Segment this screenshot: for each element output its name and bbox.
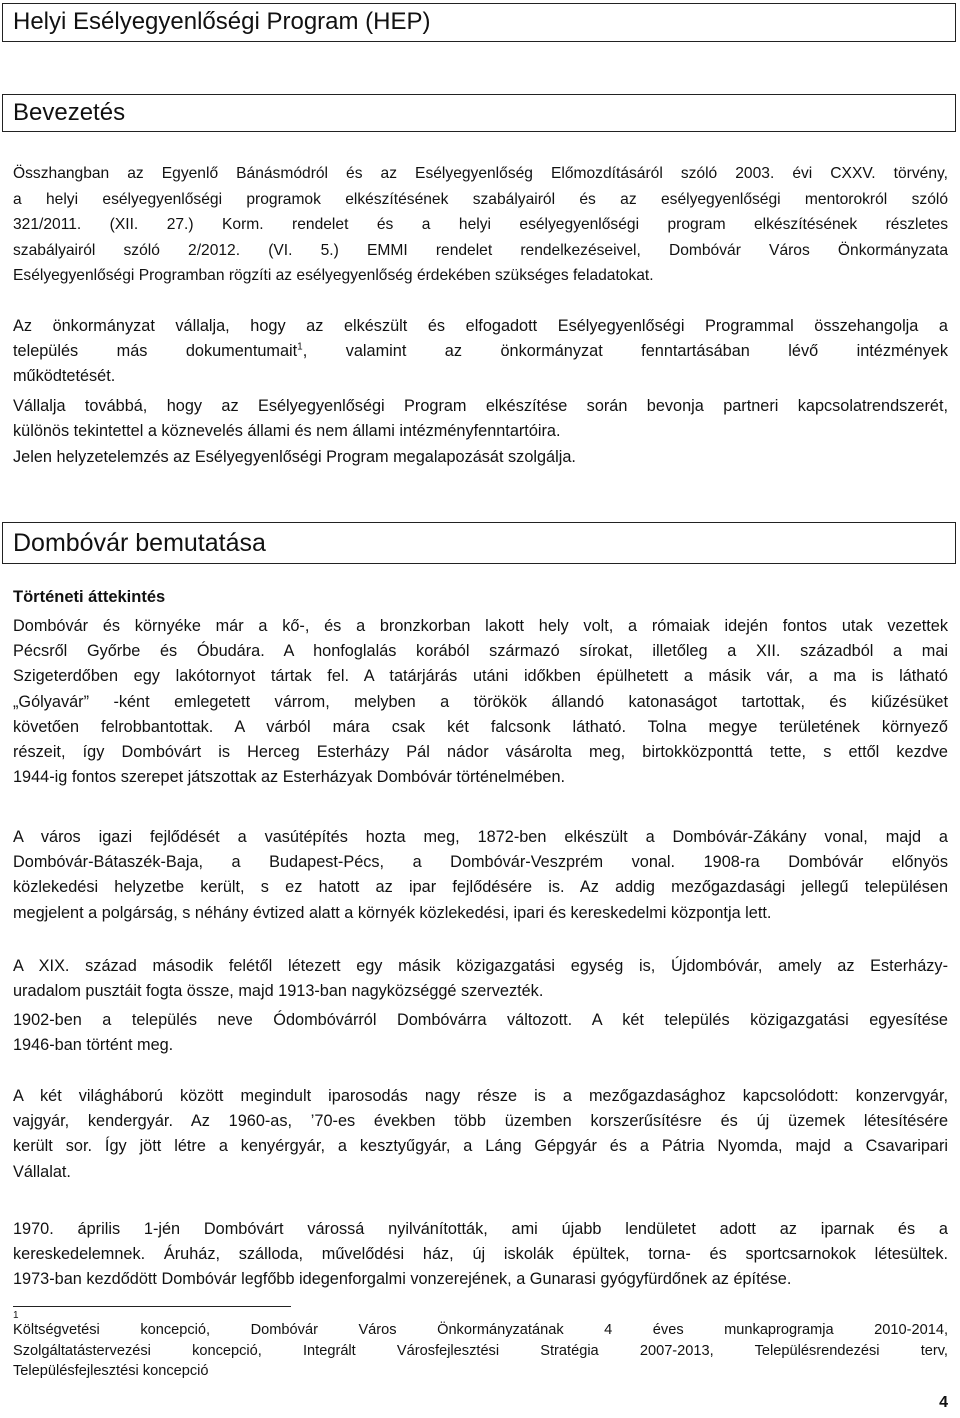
- intro-paragraph-2: Az önkormányzat vállalja, hogy az elkészült és elfogadott Esélyegyenlőségi Programmal összehangolja a település más dokumentumait$^1$, valamint az önkormányzat fenntartásában lévő intézmények működtetését.: [13, 317, 948, 386]
- footnote-reference[interactable]: 1: [297, 341, 303, 353]
- section-heading-intro: Bevezetés: [13, 99, 126, 126]
- footnote: [13, 1310, 948, 1382]
- document-title: Helyi Esélyegyenlőségi Program (HEP): [13, 8, 431, 35]
- history-paragraph-1: Dombóvár és környéke már a kő-, és a bronzkorban lakott hely volt, a rómaiak idején fontos utak vezettek Pécsről Győrbe és Óbudára. A honfoglalás korából származó sírokat, illetőleg a XII. századból a mai Szigeterdőben egy lakótornyot tártak fel. A tatárjárás utáni időkben épülhetett a másik vár, a ma is látható „Gólyavár” -ként emlegetett várrom, melyben a törökök állandó katonaságot tartottak, és kiűzésüket követően felrobbantottak. A várból mára csak két falcsonk látható. Tolna megye területének környező részeit, így Dombóvárt is Herceg Esterházy Pál nádor vásárolta meg, birtokközponttá tette, s ettől kezdve 1944-ig fontos szerepet játszottak az Esterházyak Dombóvár történelmében.: [13, 617, 948, 787]
- intro-paragraph-2-line-2: település más dokumentumait$^1$, valamint az önkormányzat fenntartásában lévő intézmények: [13, 341, 948, 361]
- history-paragraph-4: 1902-ben a település neve Ódombóvárról Dombóvárra változott. A két település közigazgatási egyesítése 1946-ban történt meg.: [13, 1011, 948, 1055]
- intro-paragraph-3: Vállalja továbbá, hogy az Esélyegyenlőségi Program elkészítése során bevonja partneri kapcsolatrendszerét, különös tekintettel a köznevelés állami és nem állami intézményfenntartóira.: [13, 397, 948, 441]
- history-paragraph-5: A két világháború között megindult iparosodás nagy része is a mezőgazdasághoz kapcsolódott: konzervgyár, vajgyár, kendergyár. Az 1960-as, ’70-es években több üzemben korszerűsítésre és új üzemek létesítésére került sor. Így jött létre a kenyérgyár, a kesztyűgyár, a Láng Gépgyár és a Pátria Nyomda, majd a Csavaripari Vállalat.: [13, 1087, 948, 1181]
- page-number: 4: [939, 1394, 948, 1411]
- section-heading-box-intro: [2, 94, 956, 132]
- history-paragraph-3: A XIX. század második felétől létezett egy másik közigazgatási egység is, Újdombóvár, amely az Esterházy- uradalom pusztáit fogta össze, majd 1913-ban nagyközséggé szervezték.: [13, 957, 948, 1001]
- intro-paragraph-1: Összhangban az Egyenlő Bánásmódról és az Esélyegyenlőség Előmozdításáról szóló 2003. évi CXXV. törvény, a helyi esélyegyenlőségi programok elkészítésének szabályairól és az esélyegyenlőségi mentorokról szóló 321/2011. (XII. 27.) Korm. rendelet és a helyi esélyegyenlőségi program elkészítésének részletes szabályairól szóló 2/2012. (VI. 5.) EMMI rendelet rendelkezéseivel, Dombóvár Város Önkormányzata Esélyegyenlőségi Programban rögzíti az esélyegyenlőség érdekében szükséges feladatokat.: [13, 165, 948, 285]
- section-heading-box-town: [2, 522, 956, 564]
- footnote-mark: 1: [13, 1310, 19, 1321]
- history-subheading: Történeti áttekintés: [13, 588, 166, 606]
- history-paragraph-2: A város igazi fejlődését a vasútépítés hozta meg, 1872-ben elkészült a Dombóvár-Zákány vonal, majd a Dombóvár-Bátaszék-Baja, a Budapest-Pécs, a Dombóvár-Veszprém vonal. 1908-ra Dombóvár előnyös közlekedési helyzetbe került, s ez hatott az ipar fejlődésére is. Az addig mezőgazdasági jellegű településen megjelent a polgárság, s néhány évtized alatt a környék közlekedési, ipari és kereskedelmi központja lett.: [13, 828, 948, 922]
- intro-paragraph-4: Jelen helyzetelemzés az Esélyegyenlőségi Program megalapozását szolgálja.: [13, 448, 576, 466]
- footnote-divider: [13, 1306, 291, 1307]
- document-title-box: [2, 3, 956, 42]
- history-paragraph-6: 1970. április 1-jén Dombóvárt várossá nyilvánították, ami újabb lendületet adott az iparnak és a kereskedelemnek. Áruház, szálloda, művelődési ház, új iskolák épültek, torna- és sportcsarnokok létesültek. 1973-ban kezdődött Dombóvár legfőbb idegenforgalmi vonzerejének, a Gunarasi gyógyfürdőnek az építése.: [13, 1220, 948, 1289]
- footnote-text: Költségvetési koncepció, Dombóvár Város Önkormányzatának 4 éves munkaprogramja 2010-2014, Szolgáltatástervezési koncepció, Integrált Városfejlesztési Stratégia 2007-2013, Településrendezési terv, Településfejlesztési koncepció: [13, 1322, 948, 1379]
- section-heading-town: Dombóvár bemutatása: [13, 529, 266, 557]
